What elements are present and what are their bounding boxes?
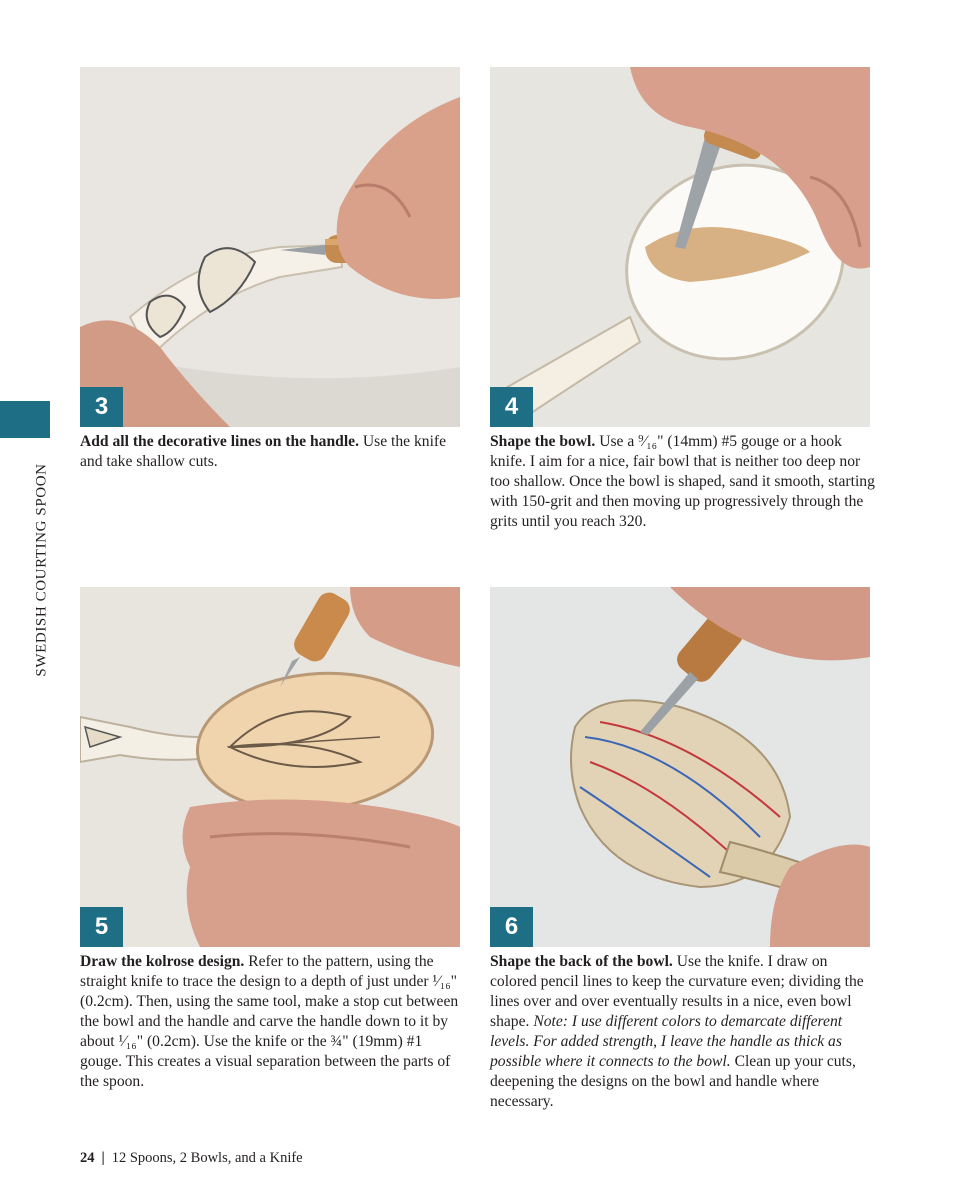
page-number: 24	[80, 1150, 95, 1166]
step-body: Use a ⁹⁄₁₆" (14mm) #5 gouge or a hook knife. I aim for a nice, fair bowl that is neither too deep nor too shallow. Once the bowl is shaped, sand it smooth, starting with 150-grit and then moving up progressively through the grits until you reach 320.	[490, 433, 875, 530]
page-footer	[80, 1150, 303, 1167]
step-title: Shape the back of the bowl.	[490, 953, 673, 970]
step-body: Refer to the pattern, using the straight knife to trace the design to a depth of just under ¹⁄₁₆" (0.2cm). Then, using the same tool, make a stop cut between the bowl and the handle and carve the handle down to it by about ¹⁄₁₆" (0.2cm). Use the knife or the ¾" (19mm) #1 gouge. This creates a visual separation between the parts of the spoon.	[80, 953, 459, 1090]
step-body: Use the knife and take shallow cuts.	[80, 433, 447, 470]
step-body-tail: Clean up your cuts, deepening the designs on the bowl and handle where necessary.	[490, 1053, 856, 1110]
chapter-tab-marker	[0, 401, 50, 438]
step-5-photo	[80, 587, 460, 947]
step-number-badge: 3	[80, 387, 123, 427]
step-5-caption	[80, 952, 465, 1092]
step-3-photo	[80, 67, 460, 427]
step-title: Add all the decorative lines on the handle.	[80, 433, 359, 450]
step-note: Note: I use different colors to demarcate different levels. For added strength, I leave the handle as thick as possible where it connects to the bowl.	[490, 1013, 843, 1070]
step-6-caption	[490, 952, 875, 1112]
step-4-caption	[490, 432, 875, 532]
step-3-caption	[80, 432, 465, 472]
chapter-title-text: SWEDISH COURTING SPOON	[33, 463, 50, 677]
step-title: Shape the bowl.	[490, 433, 596, 450]
step-6-photo	[490, 587, 870, 947]
footer-separator: |	[101, 1150, 105, 1166]
step-4-photo	[490, 67, 870, 427]
step-number-badge: 6	[490, 907, 533, 947]
step-number-badge: 5	[80, 907, 123, 947]
book-title: 12 Spoons, 2 Bowls, and a Knife	[111, 1150, 303, 1166]
step-body: Use the knife. I draw on colored pencil lines to keep the curvature even; dividing the lines over and over eventually results in a nice, even bowl shape.	[490, 953, 864, 1030]
step-title: Draw the kolrose design.	[80, 953, 245, 970]
step-number-badge: 4	[490, 387, 533, 427]
